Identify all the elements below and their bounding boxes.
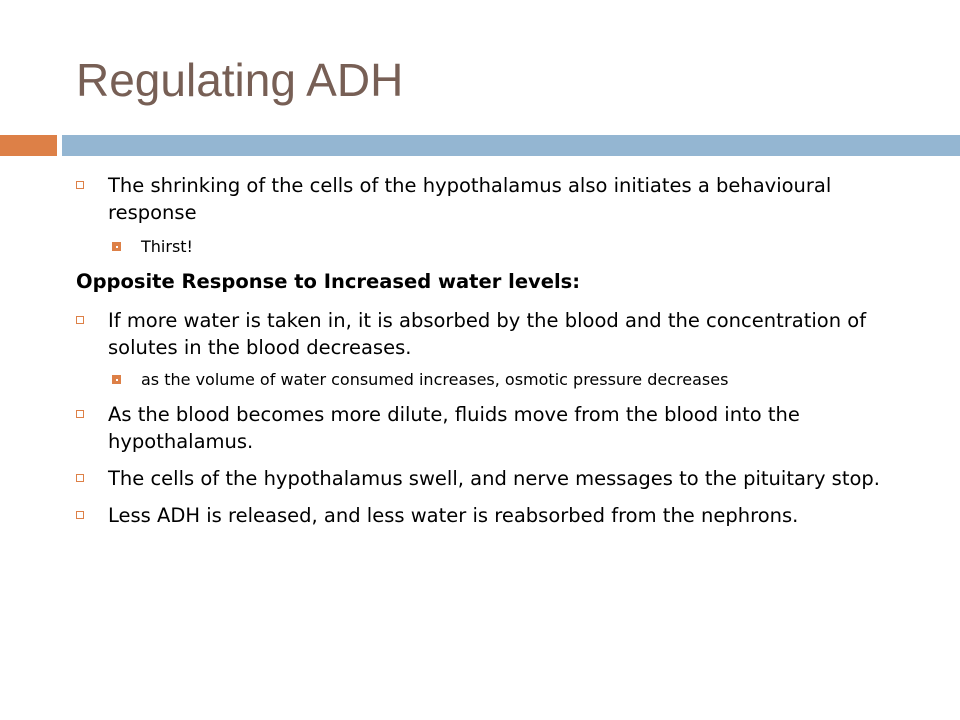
sub-bullet-item — [76, 236, 916, 258]
bullet-item — [76, 401, 916, 455]
bullet-item — [76, 502, 916, 529]
bullet-text: Less ADH is released, and less water is reabsorbed from the nephrons. — [108, 504, 799, 527]
hollow-square-bullet-icon — [76, 316, 84, 324]
filled-square-bullet-icon — [112, 242, 121, 251]
filled-square-bullet-icon — [112, 375, 121, 384]
sub-bullet-text: as the volume of water consumed increases, osmotic pressure decreases — [141, 370, 729, 389]
hollow-square-bullet-icon — [76, 181, 84, 189]
slide-title: Regulating ADH — [76, 54, 404, 106]
bullet-item — [76, 465, 916, 492]
accent-bar-left — [0, 135, 57, 156]
bullet-item — [76, 307, 916, 361]
hollow-square-bullet-icon — [76, 474, 84, 482]
sub-bullet-text: Thirst! — [141, 237, 193, 256]
bullet-text: The cells of the hypothalamus swell, and nerve messages to the pituitary stop. — [108, 467, 880, 490]
hollow-square-bullet-icon — [76, 511, 84, 519]
accent-bar-right — [62, 135, 960, 156]
hollow-square-bullet-icon — [76, 410, 84, 418]
bullet-text: If more water is taken in, it is absorbed by the blood and the concentration of solutes in the blood decreases. — [108, 309, 867, 359]
bullet-text: The shrinking of the cells of the hypothalamus also initiates a behavioural response — [108, 174, 832, 224]
slide-content — [76, 172, 916, 539]
sub-bullet-item — [76, 369, 916, 391]
section-heading: Opposite Response to Increased water levels: — [76, 270, 581, 293]
bullet-item — [76, 172, 916, 226]
bullet-text: As the blood becomes more dilute, fluids move from the blood into the hypothalamus. — [108, 403, 800, 453]
